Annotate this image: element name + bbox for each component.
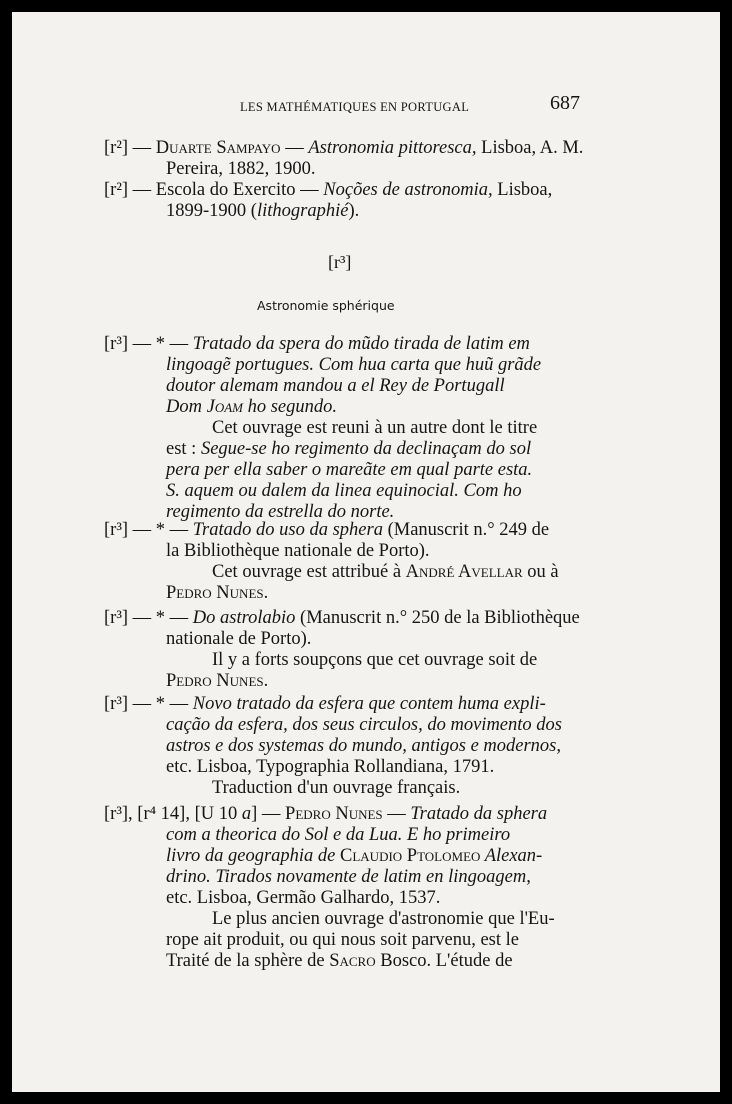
entry-escola-do-exercito: [r²] — Escola do Exercito — Noções de astronomia, Lisboa, 1899-1900 (lithographié). [104,180,553,221]
entry-tratado-do-uso-da-sphera: [r³] — * — Tratado do uso da sphera (Manuscrit n.° 249 de la Bibliothèque nationale de Porto). Cet ouvrage est attribué à André Avellar ou à Pedro Nunes. [104,520,559,603]
book-page [12,12,720,1092]
section-mark: [r³] [328,252,352,272]
page-number: 687 [550,92,580,114]
section-title: Astronomie sphérique [257,298,395,313]
running-head: LES MATHÉMATIQUES EN PORTUGAL [240,100,470,114]
entry-pedro-nunes-tratado-da-sphera: [r³], [r⁴ 14], [U 10 a] — Pedro Nunes — Tratado da sphera com a theorica do Sol e da Lua. E ho primeiro livro da geographia de Claudio Ptolomeo Alexan- drino. Tirados novamente de latim en lingoagem, etc. Lisboa, Germão Galhardo, 1537. Le plus ancien ouvrage d'astronomie que l'Eu- rope ait produit, ou qui nous soit parvenu, est le Traité de la sphère de Sacro Bosco. L'étude de [104,804,555,971]
entry-tratado-da-spera: [r³] — * — Tratado da spera do mũdo tirada de latim em lingoagẽ portugues. Com hua carta que huũ grãde doutor alemam mandou a el Rey de Portugall Dom Joam ho segundo. Cet ouvrage est reuni à un autre dont le titre est : Segue-se ho regimento da declinaçam do sol pera per ella saber o mareãte em qual parte esta. S. aquem ou dalem da linea equinocial. Com ho regimento da estrella do norte. [104,334,542,522]
entry-duarte-sampayo: [r²] — Duarte Sampayo — Astronomia pittoresca, Lisboa, A. M. Pereira, 1882, 1900. [104,138,584,179]
entry-novo-tratado-da-esfera: [r³] — * — Novo tratado da esfera que contem huma expli- cação da esfera, dos seus circulos, do movimento dos astros e dos systemas do mundo, antigos e modernos, etc. Lisboa, Typographia Rollandiana, 1791. Traduction d'un ouvrage français. [104,694,562,798]
entry-do-astrolabio: [r³] — * — Do astrolabio (Manuscrit n.° 250 de la Bibliothèque nationale de Porto). Il y a forts soupçons que cet ouvrage soit de Pedro Nunes. [104,608,580,691]
